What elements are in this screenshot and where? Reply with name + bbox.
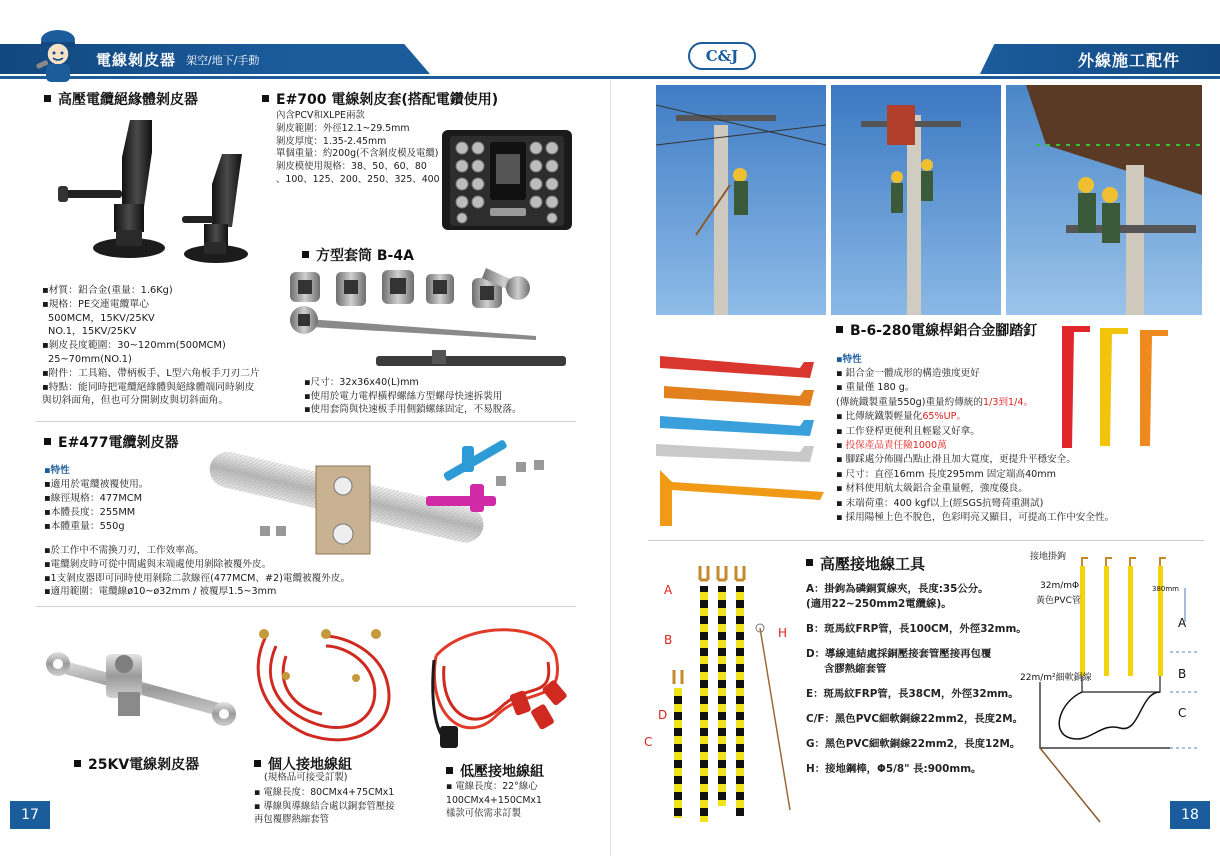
spec-line: ▪ 投保產品責任險1000萬 (836, 440, 947, 452)
label-h: H (778, 626, 788, 640)
right-header-title: 外線施工配件 (1077, 51, 1180, 70)
spec-line: 25~70mm(NO.1) (48, 353, 132, 365)
label-a: A (664, 583, 673, 597)
spec-line: ▪特點：能同時把電纜絕緣體與絕緣體端同時剝皮 (42, 381, 255, 393)
left-header-title: 電線剝皮器 (96, 51, 177, 69)
personal-ground-subtitle: (規格品可接受訂製) (264, 772, 348, 783)
hv-stripper-title: 高壓電纜絕緣體剝皮器 (44, 89, 198, 109)
e700-specs (276, 110, 440, 187)
e700-title: E#700 電線剝皮套(搭配電鑽使用) (262, 89, 498, 109)
pole-steps-standing-image (1056, 318, 1206, 452)
spec-line: H：接地鋼棒，Φ5/8" 長:900mm。 (806, 763, 982, 775)
spec-line: 、100、125、200、250、325、400 (276, 173, 440, 185)
page-number-left: 17 (10, 801, 50, 829)
spec-line: ▪ 電線長度：22°線心 (446, 781, 538, 792)
spec-line: ▪ 比傳統鐵製輕量化65%UP。 (836, 411, 967, 423)
low-ground-image (426, 616, 576, 758)
spec-line: ▪使用於電力電桿橫桿螺絲方型螺母快速拆裝用 (304, 390, 503, 402)
section-divider (36, 421, 576, 422)
diagram-letter-a: A (1178, 616, 1187, 630)
personal-ground-image (246, 616, 402, 752)
spec-line: ▪ 採用陽極上色不脫色，色彩明亮又顯目，可提高工作中安全性。 (836, 512, 1115, 524)
spec-line: (傳統鐵製重量550g)重量約傳統的1/3到1/4。 (836, 396, 1034, 408)
note-line: ▪1支剝皮器即可同時使用剝除二款線徑(477MCM、#2)電纜被覆外皮。 (44, 572, 351, 584)
spec-line: E：斑馬紋FRP管，長38CM，外徑32mm。 (806, 688, 1019, 700)
b4a-sockets-image (286, 266, 578, 372)
spec-line: ▪規格：PE交連電纜單心 (42, 298, 149, 310)
label-c: C (644, 735, 653, 749)
personal-ground-specs (254, 786, 395, 827)
spec-line: 再包覆膠熱縮套管 (254, 814, 330, 826)
note-line: ▪適用範圍：電纜線ø10~ø32mm / 被覆厚1.5~3mm (44, 586, 277, 598)
spec-line: ▪材質：鋁合金(重量：1.6Kg) (42, 285, 173, 296)
spec-line: ▪ 末端荷重：400 kgf以上(經SGS抗彎荷重測試) (836, 497, 1044, 509)
spec-line: ▪ 工作登桿更便利且輕鬆又好拿。 (836, 425, 980, 437)
spec-line: (適用22~250mm2電纜線)。 (806, 598, 952, 610)
diagram-pipe-sublabel: 黃色PVC管 (1036, 596, 1081, 606)
b4a-specs (304, 376, 522, 417)
e700-case-image (440, 124, 574, 234)
personal-ground-title: 個人接地線組 (254, 754, 352, 774)
diagram-dim-label: 380mm (1152, 585, 1179, 593)
spec-line: ▪剝皮長度範圍：30~120mm(500MCM) (42, 340, 226, 352)
b6280-feature-label: ▪特性 (836, 354, 862, 365)
diagram-pipe-label: 32m/mΦ (1040, 581, 1080, 591)
spec-line: ▪ 鋁合金一體成形的構造強度更好 (836, 368, 980, 379)
left-header-subtitle: 架空/地下/手動 (186, 54, 260, 67)
spec-line: ▪本體長度：255MM (44, 507, 136, 518)
spec-line: 剝皮厚度：1.35-2.45mm (276, 135, 387, 147)
spec-line: ▪ 材料使用航太級鋁合金重量輕，強度優良。 (836, 483, 1028, 495)
diagram-letter-b: B (1178, 667, 1187, 681)
section-divider (648, 540, 1204, 541)
linework-photo-1 (656, 85, 826, 315)
hv-ground-title: 高壓接地線工具 (806, 553, 925, 574)
label-d: D (658, 708, 668, 722)
e477-title: E#477電纜剝皮器 (44, 432, 179, 452)
hv-ground-specs (806, 582, 1027, 777)
spec-line: 內含PCV和XLPE兩款 (276, 110, 365, 121)
e477-feature-label: ▪特性 (44, 465, 70, 476)
stripper-25kv-image (44, 636, 240, 736)
e477-specs (44, 478, 149, 534)
spec-line: 含膠熱縮套管 (824, 663, 887, 675)
section-divider (36, 606, 576, 607)
spec-line: ▪尺寸：32x36x40(L)mm (304, 377, 419, 388)
e477-notes (44, 544, 350, 599)
hv-stripper-image (52, 112, 258, 274)
left-header-rule (0, 76, 610, 79)
stripper-25kv-title: 25KV電線剝皮器 (74, 754, 199, 774)
spec-line: ▪適用於電纜被覆使用。 (44, 479, 149, 490)
brand-logo: C&J (688, 42, 756, 70)
diagram-hook-label: 接地掛鉤 (1030, 552, 1067, 562)
linework-photo-3 (1006, 85, 1202, 315)
note-line: ▪於工作中不需換刀刃，工作效率高。 (44, 545, 205, 556)
spec-line: 樣款可依需求訂製 (446, 808, 522, 820)
spec-line: ▪本體重量：550g (44, 521, 125, 532)
diagram-letter-c: C (1178, 706, 1187, 720)
spec-line: 與切斜面角，但也可分開剝皮與切斜面角。 (42, 395, 229, 407)
linework-photo-2 (831, 85, 1001, 315)
b4a-title: 方型套筒 B-4A (302, 245, 414, 265)
b6280-title: B-6-280電線桿鋁合金腳踏釘 (836, 320, 1037, 340)
spec-line: NO.1，15KV/25KV (48, 326, 137, 338)
pole-steps-image (650, 340, 830, 538)
note-line: ▪電纜剝皮時可從中間處與末端處使用剝除被覆外皮。 (44, 558, 272, 570)
diagram-wire-label: 22m/m²細軟銅線 (1020, 673, 1092, 683)
spec-line: ▪附件：工具箱、帶柄板手、L型六角板手刀刃二片 (42, 367, 260, 379)
spec-line: D：導線連結處採銅壓接套管壓接再包覆 (806, 648, 992, 660)
spine-divider (610, 80, 611, 856)
spec-line: ▪ 電線長度：80CMx4+75CMx1 (254, 787, 395, 798)
spec-line: ▪ 腳踩處分佈圓凸點止滑且加大寬度，更提升平穩安全。 (836, 454, 1076, 466)
spec-line: ▪使用套筒與快速板手用側鎖螺絲固定，不易脫落。 (304, 404, 522, 416)
page-number-right: 18 (1170, 801, 1210, 829)
spec-line: ▪ 尺寸：直徑16mm 長度295mm 固定端高40mm (836, 468, 1056, 480)
spec-line: 100CMx4+150CMx1 (446, 794, 542, 806)
low-ground-specs (446, 780, 542, 821)
hv-stripper-specs (42, 284, 260, 408)
worker-mascot-icon (28, 26, 88, 84)
label-b: B (664, 633, 673, 647)
spec-line: ▪ 導線與導線結合處以銅套管壓接 (254, 800, 395, 812)
spec-line: 500MCM，15KV/25KV (48, 312, 155, 324)
low-ground-title: 低壓接地線組 (446, 761, 544, 781)
spec-line: 剝皮模使用規格：38、50、60、80 (276, 161, 427, 173)
spec-line: C/F：黑色PVC細軟銅線22mm2，長度2M。 (806, 713, 1024, 725)
spec-line: G：黑色PVC細軟銅線22mm2，長度12M。 (806, 738, 1021, 750)
right-header-rule (610, 76, 1220, 79)
hv-ground-tool-image (660, 560, 800, 826)
spec-line: B：斑馬紋FRP管，長100CM，外徑32mm。 (806, 623, 1027, 635)
spec-line: 剝皮範圍：外徑12.1~29.5mm (276, 122, 410, 134)
spec-line: ▪ 重量僅 180 g。 (836, 382, 915, 394)
spec-line: ▪線徑規格：477MCM (44, 493, 143, 504)
spec-line: 單個重量：約200g(不含剝皮模及電纜) (276, 148, 439, 160)
spec-line: A：掛鉤為磷銅質線夾，長度:35公分。 (806, 583, 989, 595)
